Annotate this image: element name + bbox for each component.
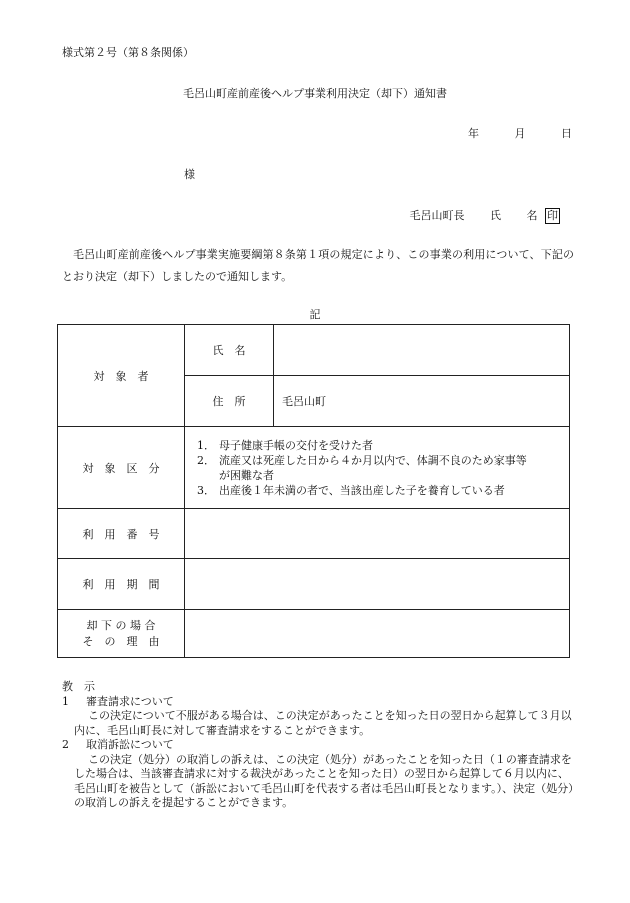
instruction-item-2-title: 2 取消訴訟について [62, 738, 174, 751]
notice-body: 毛呂山町産前産後ヘルプ事業実施要綱第８条第１項の規定により、この事業の利用について、下記のとおり決定（却下）しましたので通知します。 [62, 248, 574, 283]
sender-title: 毛呂山町長 [409, 209, 465, 222]
decision-table [57, 324, 570, 658]
table-row [58, 559, 570, 610]
ki-heading: 記 [309, 308, 321, 321]
category-label: 対 象 区 分 [58, 427, 185, 509]
table-row [58, 325, 570, 376]
target-person-label: 対 象 者 [58, 325, 185, 427]
date-day: 日 [561, 127, 572, 140]
reject-reason-label: 却 下 の 場 合 そ の 理 由 [58, 610, 185, 658]
category-list [185, 427, 570, 509]
instructions-heading: 教 示 [62, 680, 95, 693]
instruction-item-1-title: 1 審査請求について [62, 694, 174, 708]
name-value [274, 325, 570, 376]
category-item-2: 2． 流産又は死産した日から４か月以内で、体調不良のため家事等 [197, 453, 527, 467]
reject-reason-value [185, 610, 570, 658]
table-row [58, 427, 570, 509]
instruction-item-2-text: この決定（処分）の取消しの訴えは、この決定（処分）があったことを知った日（１の審査請求をした場合は、当該審査請求に対する裁決があったことを知った日）の翌日から起算して６月以内に、毛呂山町を被告として（訴訟において毛呂山町を代表する者は毛呂山町長となります。）、決定（処分）の取消しの訴えを提起することができます。 [74, 752, 574, 809]
address-label: 住 所 [185, 376, 274, 427]
category-item-3: 3． 出産後１年未満の者で、当該出産した子を養育している者 [197, 483, 505, 497]
address-value: 毛呂山町 [274, 376, 570, 427]
sender-shi: 氏 [490, 209, 501, 222]
usage-number-value [185, 509, 570, 559]
date-month: 月 [514, 127, 526, 140]
date-line [436, 125, 572, 141]
table-row [58, 610, 570, 658]
usage-period-value [185, 559, 570, 610]
sender-mei: 名 [526, 209, 538, 222]
document-title: 毛呂山町産前産後ヘルプ事業利用決定（却下）通知書 [183, 87, 447, 100]
sender-line [410, 207, 561, 224]
seal-box: 印 [547, 209, 558, 222]
name-label: 氏 名 [185, 325, 274, 376]
date-year: 年 [468, 127, 479, 140]
category-item-1: 1． 母子健康手帳の交付を受けた者 [197, 438, 373, 452]
usage-number-label: 利 用 番 号 [58, 509, 185, 559]
table-row [58, 509, 570, 559]
instructions [62, 680, 574, 811]
addressee: 様 [184, 168, 195, 181]
form-number: 様式第２号（第８条関係） [62, 46, 194, 59]
usage-period-label: 利 用 期 間 [58, 559, 185, 610]
instruction-item-1-text: この決定について不服がある場合は、この決定があったことを知った日の翌日から起算して３月以内に、毛呂山町長に対して審査請求をすることができます。 [74, 709, 572, 737]
category-item-2-cont: が困難な者 [219, 468, 274, 482]
